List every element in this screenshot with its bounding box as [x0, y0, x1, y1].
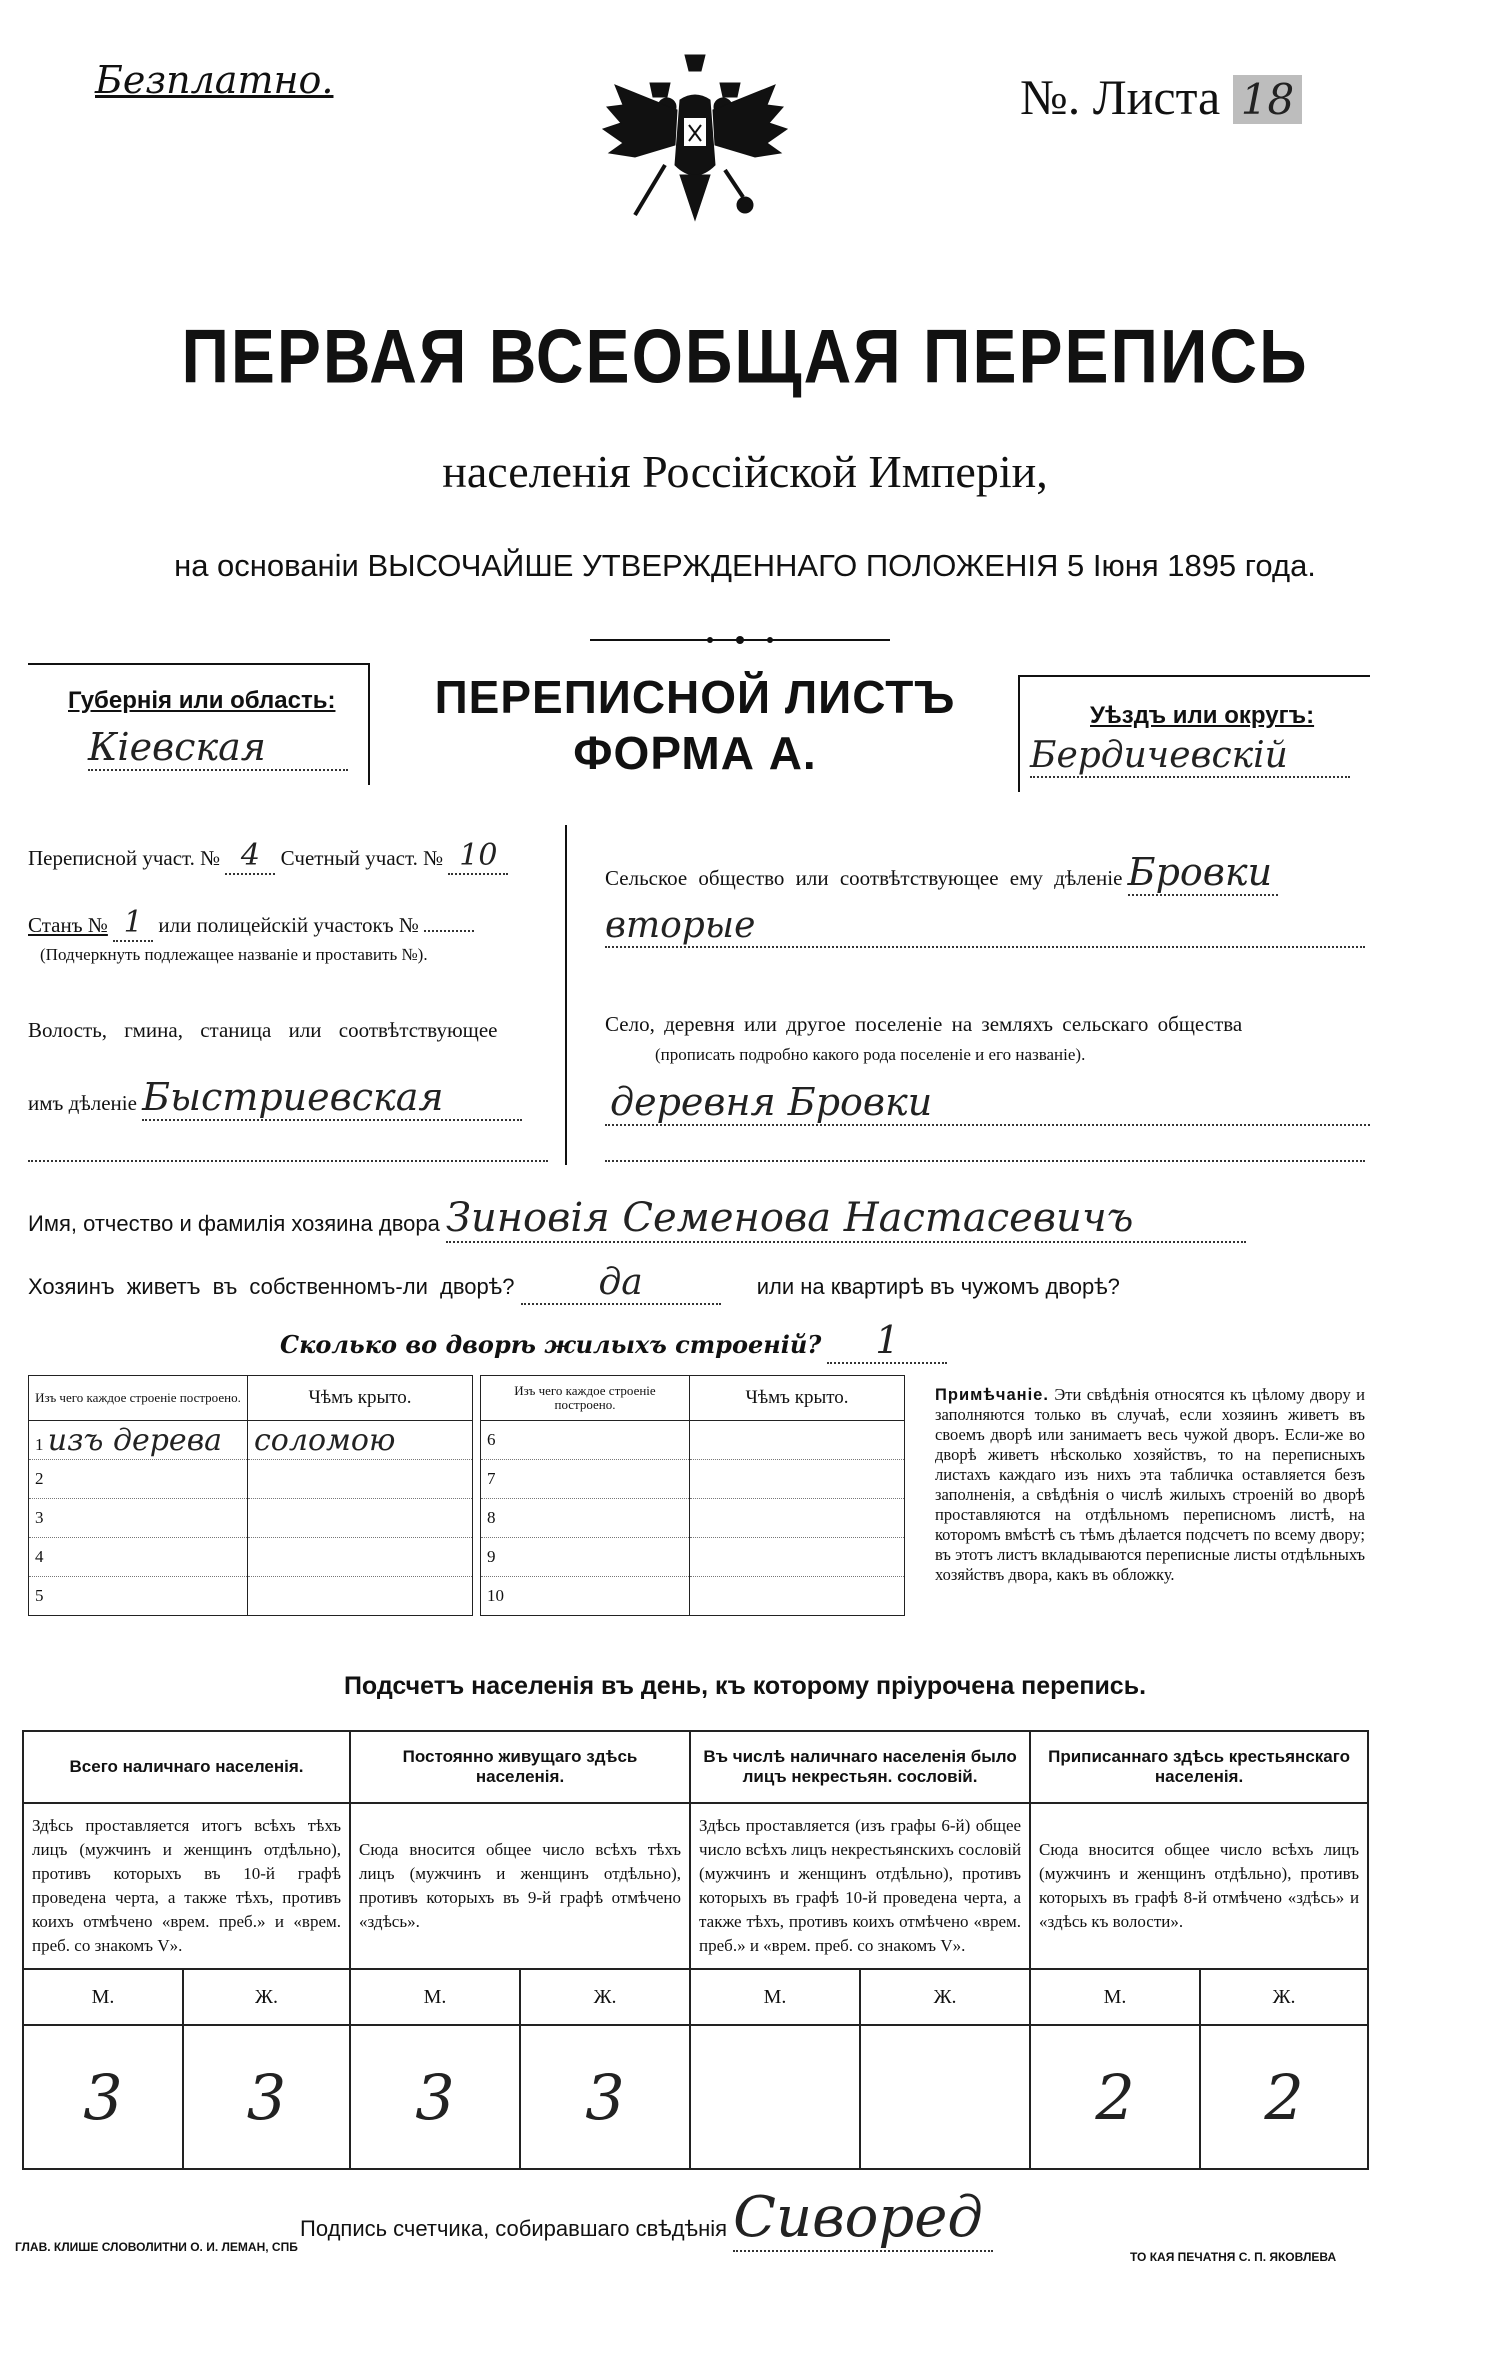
pop-col-4-header: Приписаннаго здѣсь крестьянскаго населенія. [1030, 1731, 1368, 1803]
buildings-table-left [28, 1375, 473, 1616]
stan-value: 1 [113, 905, 153, 942]
male-label: М. [23, 1969, 183, 2025]
pop-col-1-desc: Здѣсь проставляется итогъ всѣхъ тѣхъ лицъ (мужчинъ и женщинъ отдѣльно), противъ которыхъ въ 10-й графѣ проведена черта, а также тѣхъ, противъ коихъ отмѣчено «врем. преб.» и «врем. преб. со знакомъ V». [23, 1803, 350, 1969]
own-yard-line [28, 1262, 1120, 1305]
form-title-line1: ПЕРЕПИСНОЙ ЛИСТЪ [434, 671, 956, 723]
village-note: (прописать подробно какого рода поселеніе и его названіе). [655, 1045, 1086, 1064]
table-row: 5 [29, 1577, 473, 1616]
basis-line: на основаніи ВЫСОЧАЙШЕ УТВЕРЖДЕННАГО ПОЛОЖЕНІЯ 5 Іюня 1895 года. [174, 548, 1316, 583]
pop-col-1-female: 3 [183, 2025, 350, 2169]
stan-note: (Подчеркнуть подлежащее названіе и проставить №). [40, 945, 428, 964]
main-title: ПЕРВАЯ ВСЕОБЩАЯ ПЕРЕПИСЬ [181, 313, 1309, 399]
col-roof-header: Чѣмъ крыто. [248, 1376, 473, 1421]
owner-name-value: Зиновія Семенова Настасевичъ [446, 1195, 1246, 1243]
signature-line [300, 2185, 993, 2252]
pop-col-3-female [860, 2025, 1030, 2169]
pop-col-4-desc: Сюда вносится общее число всѣхъ лицъ (мужчинъ и женщинъ отдѣльно), противъ которыхъ въ графѣ 8-й отмѣчено «здѣсь» и «здѣсь къ волости». [1030, 1803, 1368, 1969]
pop-col-3-male [690, 2025, 860, 2169]
pop-col-2-male: 3 [350, 2025, 520, 2169]
table-row: 4 [29, 1538, 473, 1577]
sheet-number-label: №. Листа [1020, 69, 1221, 125]
col-roof-header-2: Чѣмъ крыто. [690, 1376, 905, 1421]
volost-line [28, 1075, 522, 1121]
sheet-number-value: 18 [1233, 75, 1302, 124]
table-row: 1 изъ дерева соломою [29, 1421, 473, 1460]
society-label: Сельское общество или соотвѣтствующее ему дѣленіе [605, 866, 1123, 890]
buildings-note-text: Эти свѣдѣнія относятся къ цѣлому двору и заполняются только въ случаѣ, если хозяинъ живетъ въ своемъ дворѣ или занимаетъ весь чужой дворъ. Если-же во дворѣ живетъ нѣсколько хозяйствъ, то на переписныхъ листахъ каждаго изъ нихъ эта табличка оставляется безъ заполненія, а свѣдѣнія о числѣ жилыхъ строеній во дворѣ проставляются на отдѣльномъ переписномъ листѣ, на которомъ вмѣстѣ съ тѣмъ дѣлается подсчетъ по всему двору; въ этотъ листъ вкладываются переписные листы отдѣльныхъ хозяйствъ двора, какъ въ обложку. [935, 1385, 1365, 1584]
signature-value: Сиворед [733, 2185, 993, 2252]
buildings-table-right [480, 1375, 905, 1616]
district-value: Бердичевскій [1030, 735, 1350, 778]
police-label: или полицейскій участокъ № [158, 913, 419, 937]
table-row: 7 [481, 1460, 905, 1499]
village-value: деревня Бровки [605, 1080, 1370, 1126]
stan-line [28, 905, 474, 942]
buildings-count-label: Сколько во дворѣ жилыхъ строеній? [280, 1330, 822, 1359]
female-label: Ж. [1200, 1969, 1368, 2025]
population-title: Подсчетъ населенія въ день, къ которому пріурочена перепись. [343, 1672, 1147, 1700]
pop-col-1-male: 3 [23, 2025, 183, 2169]
col-material-header-2: Изъ чего каждое строеніе построено. [481, 1376, 690, 1421]
stan-label: Станъ № [28, 913, 108, 937]
table-row: 2 [29, 1460, 473, 1499]
population-table [22, 1730, 1369, 2170]
owner-name-label: Имя, отчество и фамилія хозяина двора [28, 1211, 440, 1236]
province-box [28, 663, 370, 785]
female-label: Ж. [860, 1969, 1030, 2025]
buildings-note-title: Примѣчаніе. [935, 1386, 1049, 1404]
society-value-2: вторые [605, 905, 1365, 948]
pop-col-2-desc: Сюда вносится общее число всѣхъ тѣхъ лицъ (мужчинъ и женщинъ отдѣльно), противъ которыхъ въ 9-й графѣ отмѣчено «здѣсь». [350, 1803, 690, 1969]
pop-col-4-male: 2 [1030, 2025, 1200, 2169]
society-line [605, 850, 1278, 896]
buildings-count-value: 1 [827, 1318, 947, 1364]
own-yard-value: да [521, 1262, 721, 1305]
ornament-divider [590, 632, 890, 642]
village-label: Село, деревня или другое поселеніе на земляхъ сельскаго общества [605, 1012, 1243, 1036]
volost-label-2: имъ дѣленіе [28, 1091, 137, 1115]
count-district-label: Счетный участ. № [280, 846, 444, 870]
volost-value: Быстриевская [142, 1075, 522, 1121]
rented-label: или на квартирѣ въ чужомъ дворѣ? [756, 1274, 1120, 1299]
volost-extra-line [28, 1160, 548, 1162]
buildings-note [935, 1385, 1365, 1585]
subtitle: населенія Россійской Имперіи, [442, 446, 1048, 497]
census-district-line [28, 838, 508, 875]
pop-col-3-header: Въ числѣ наличнаго населенія было лицъ некрестьян. сословій. [690, 1731, 1030, 1803]
society-value-1: Бровки [1128, 850, 1278, 896]
owner-name-line [28, 1195, 1246, 1243]
free-label: Безплатно. [95, 58, 334, 102]
sheet-number [1020, 68, 1302, 126]
form-title-line2: ФОРМА А. [573, 727, 817, 779]
count-district-value: 10 [448, 838, 508, 875]
table-row: 10 [481, 1577, 905, 1616]
male-label: М. [690, 1969, 860, 2025]
census-district-value: 4 [225, 838, 275, 875]
volost-label-1: Волость, гмина, станица или соотвѣтствующее [28, 1018, 498, 1042]
printer-left: ГЛАВ. КЛИШЕ СЛОВОЛИТНИ О. И. ЛЕМАН, СПБ [15, 2240, 298, 2254]
table-row: 8 [481, 1499, 905, 1538]
pop-col-2-female: 3 [520, 2025, 690, 2169]
vertical-divider [565, 825, 567, 1165]
pop-col-4-female: 2 [1200, 2025, 1368, 2169]
imperial-eagle-emblem [595, 45, 795, 245]
buildings-count-line [280, 1318, 947, 1364]
province-value: Кіевская [88, 725, 348, 771]
pop-col-2-header: Постоянно живущаго здѣсь населенія. [350, 1731, 690, 1803]
female-label: Ж. [520, 1969, 690, 2025]
province-label: Губернія или область: [68, 687, 336, 714]
pop-col-3-desc: Здѣсь проставляется (изъ графы 6-й) общее число всѣхъ лицъ некрестьянскихъ сословій (мужчинъ и женщинъ отдѣльно), противъ которыхъ въ графѣ 10-й проведена черта, а также тѣхъ, противъ коихъ отмѣчено «врем. преб.» и «врем. преб. со знакомъ V». [690, 1803, 1030, 1969]
census-district-label: Переписной участ. № [28, 846, 221, 870]
own-yard-label: Хозяинъ живетъ въ собственномъ-ли дворѣ? [28, 1274, 515, 1299]
male-label: М. [1030, 1969, 1200, 2025]
district-box [1018, 675, 1370, 792]
female-label: Ж. [183, 1969, 350, 2025]
table-row: 3 [29, 1499, 473, 1538]
pop-col-1-header: Всего наличнаго населенія. [23, 1731, 350, 1803]
table-row: 9 [481, 1538, 905, 1577]
male-label: М. [350, 1969, 520, 2025]
form-title [370, 670, 1020, 780]
col-material-header: Изъ чего каждое строеніе построено. [29, 1376, 248, 1421]
table-row: 6 [481, 1421, 905, 1460]
printer-right: ТО КАЯ ПЕЧАТНЯ С. П. ЯКОВЛЕВА [1130, 2250, 1337, 2264]
district-label: Уѣздъ или округъ: [1090, 702, 1315, 729]
signature-label: Подпись счетчика, собиравшаго свѣдѣнія [300, 2216, 728, 2241]
village-extra-line [605, 1160, 1365, 1162]
